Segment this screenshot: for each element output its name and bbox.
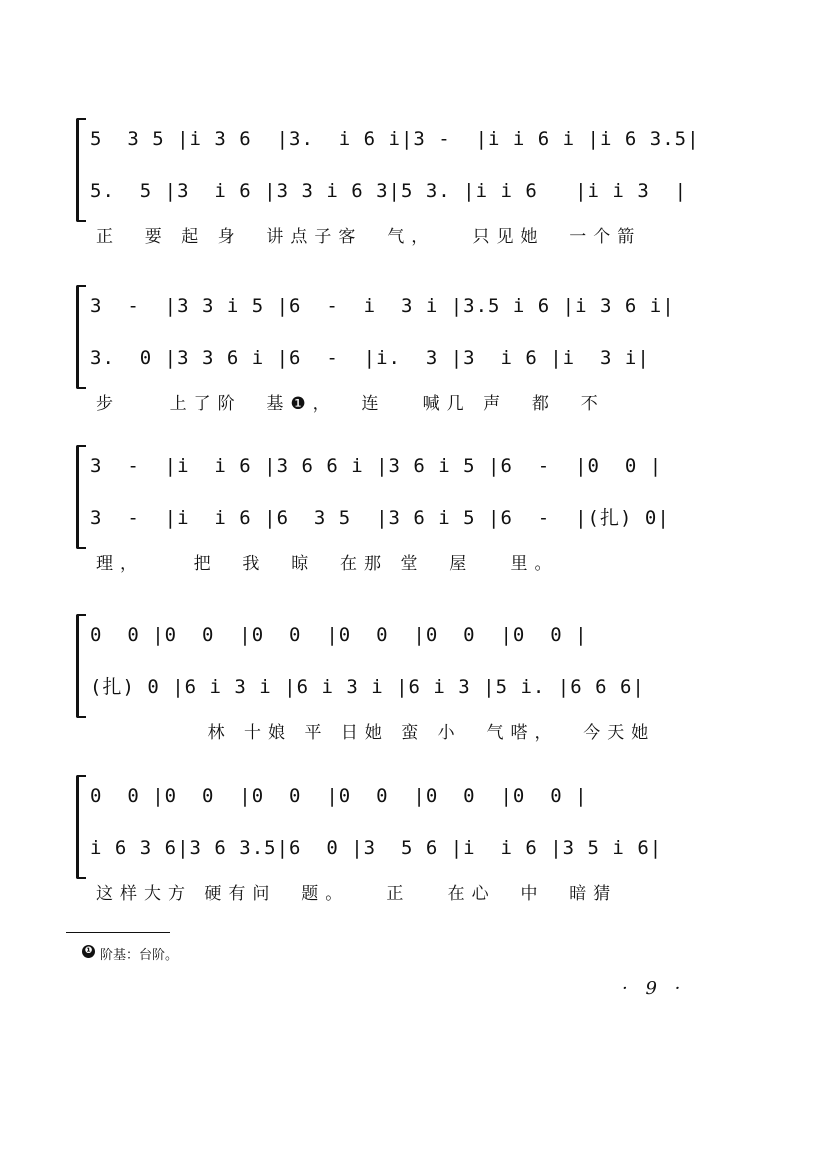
lyrics-line: 林 十娘 平 日她 蛮 小 气嗒， 今天她 [96,723,656,743]
score-system-1 [76,116,726,247]
score-system-2 [76,283,726,414]
upper-voice-line: 5 3 5 |i 3 6 |3. i 6 i|3 - |i i 6 i |i 6 3.5| [90,128,700,150]
footnote-marker: ❶ [82,945,95,958]
score-system-3 [76,443,726,574]
lyrics-line: 正 要 起 身 讲点子客 气， 只见她 一个箭 [96,227,642,247]
page-number: · 9 · [622,978,687,999]
system-bracket [76,614,86,718]
upper-voice-line: 3 - |i i 6 |3 6 6 i |3 6 i 5 |6 - |0 0 | [90,455,663,477]
lower-voice-line: i 6 3 6|3 6 3.5|6 0 |3 5 6 |i i 6 |3 5 i 6| [90,837,663,859]
footnote-text: 阶基：台阶。 [100,948,179,963]
lower-voice-line: 5. 5 |3 i 6 |3 3 i 6 3|5 3. |i i 6 |i i 3 | [90,180,688,202]
score-system-4 [76,612,726,743]
lyrics-line: 步 上了阶 基❶， 连 喊几 声 都 不 [96,394,605,414]
lower-voice-line: (扎) 0 |6 i 3 i |6 i 3 i |6 i 3 |5 i. |6 6 6| [90,676,645,698]
upper-voice-line: 0 0 |0 0 |0 0 |0 0 |0 0 |0 0 | [90,624,588,646]
score-system-5 [76,773,726,904]
system-bracket [76,445,86,549]
system-bracket [76,118,86,222]
upper-voice-line: 0 0 |0 0 |0 0 |0 0 |0 0 |0 0 | [90,785,588,807]
lyrics-line: 这样大方 硬有问 题。 正 在心 中 暗猜 [96,884,618,904]
lower-voice-line: 3 - |i i 6 |6 3 5 |3 6 i 5 |6 - |(扎) 0| [90,507,670,529]
upper-voice-line: 3 - |3 3 i 5 |6 - i 3 i |3.5 i 6 |i 3 6 i| [90,295,675,317]
lyrics-line: 理， 把 我 晾 在那 堂 屋 里。 [96,554,559,574]
system-bracket [76,285,86,389]
system-bracket [76,775,86,879]
footnote-divider [66,932,170,933]
lower-voice-line: 3. 0 |3 3 6 i |6 - |i. 3 |3 i 6 |i 3 i| [90,347,650,369]
